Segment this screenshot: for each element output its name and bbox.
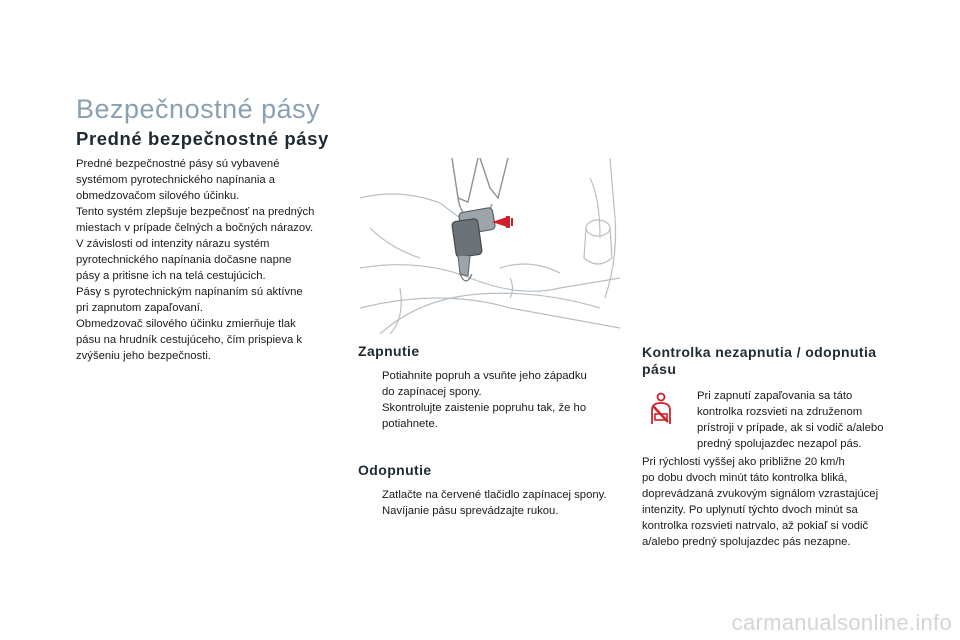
kontrolka-body-line: po dobu dvoch minút táto kontrolka bliká, (642, 472, 848, 484)
kontrolka-body-line: doprevádzaná zvukovým signálom vzrastajúcej (642, 488, 879, 500)
zapnutie-item-text: Potiahnite popruh a vsuňte jeho západku do zapínacej spony. (382, 370, 587, 398)
kontrolka-icon-line: prístroji v prípade, ak si vodič a/alebo (697, 422, 884, 434)
odopnutie-list (358, 487, 628, 519)
kontrolka-heading (642, 344, 876, 378)
intro-paragraph (76, 156, 346, 364)
odopnutie-heading: Odopnutie (358, 462, 432, 478)
seatbelt-buckle-illustration (360, 158, 620, 334)
page-title: Bezpečnostné pásy (76, 94, 321, 124)
intro-line: Predné bezpečnostné pásy sú vybavené (76, 158, 280, 170)
odopnutie-item (358, 503, 628, 519)
kontrolka-icon-line: predný spolujazdec nezapol pás. (697, 438, 862, 450)
zapnutie-heading: Zapnutie (358, 343, 420, 359)
intro-line: Pásy s pyrotechnickým napínaním sú aktívne (76, 286, 303, 298)
intro-line: pásy a pritisne ich na telá cestujúcich. (76, 270, 266, 282)
kontrolka-body-line: kontrolka rozsvieti natrvalo, až pokiaľ si vodič (642, 520, 869, 532)
seatbelt-warning-icon (646, 392, 676, 426)
kontrolka-body-text (642, 454, 912, 550)
kontrolka-icon-line: kontrolka rozsvieti na združenom (697, 406, 863, 418)
intro-line: miestach v prípade čelných a bočných nárazov. (76, 222, 314, 234)
kontrolka-heading-line1: Kontrolka nezapnutia / odopnutia (642, 344, 877, 360)
intro-line: pyrotechnického napínania dočasne napne (76, 254, 292, 266)
intro-line: Tento systém zlepšuje bezpečnosť na predných (76, 206, 315, 218)
odopnutie-item-text: Zatlačte na červené tlačidlo zapínacej spony. (382, 489, 607, 501)
intro-line: pásu na hrudník cestujúceho, čím prispieva k (76, 334, 303, 346)
intro-line: systémom pyrotechnického napínania a (76, 174, 276, 186)
intro-line: Obmedzovač silového účinku zmierňuje tlak (76, 318, 296, 330)
kontrolka-icon-line: Pri zapnutí zapaľovania sa táto (697, 390, 853, 402)
zapnutie-list (358, 368, 618, 432)
intro-line: zvýšeniu jeho bezpečnosti. (76, 350, 212, 362)
kontrolka-body-line: a/alebo predný spolujazdec pás nezapne. (642, 536, 851, 548)
intro-line: V závislosti od intenzity nárazu systém (76, 238, 270, 250)
zapnutie-item (358, 400, 618, 432)
zapnutie-item (358, 368, 618, 400)
odopnutie-item-text: Navíjanie pásu sprevádzajte rukou. (382, 505, 559, 517)
kontrolka-icon-text (697, 388, 927, 452)
watermark: carmanualsonline.info (731, 610, 952, 635)
odopnutie-item (358, 487, 628, 503)
kontrolka-heading-line2: pásu (642, 361, 677, 377)
kontrolka-body-line: intenzity. Po uplynutí týchto dvoch minút sa (642, 504, 858, 516)
section-title: Predné bezpečnostné pásy (76, 128, 329, 149)
intro-line: pri zapnutom zapaľovaní. (76, 302, 204, 314)
zapnutie-item-text: Skontrolujte zaistenie popruhu tak, že ho potiahnete. (382, 402, 587, 430)
kontrolka-body-line: Pri rýchlosti vyššej ako približne 20 km/h (642, 456, 845, 468)
intro-line: obmedzovačom silového účinku. (76, 190, 240, 202)
